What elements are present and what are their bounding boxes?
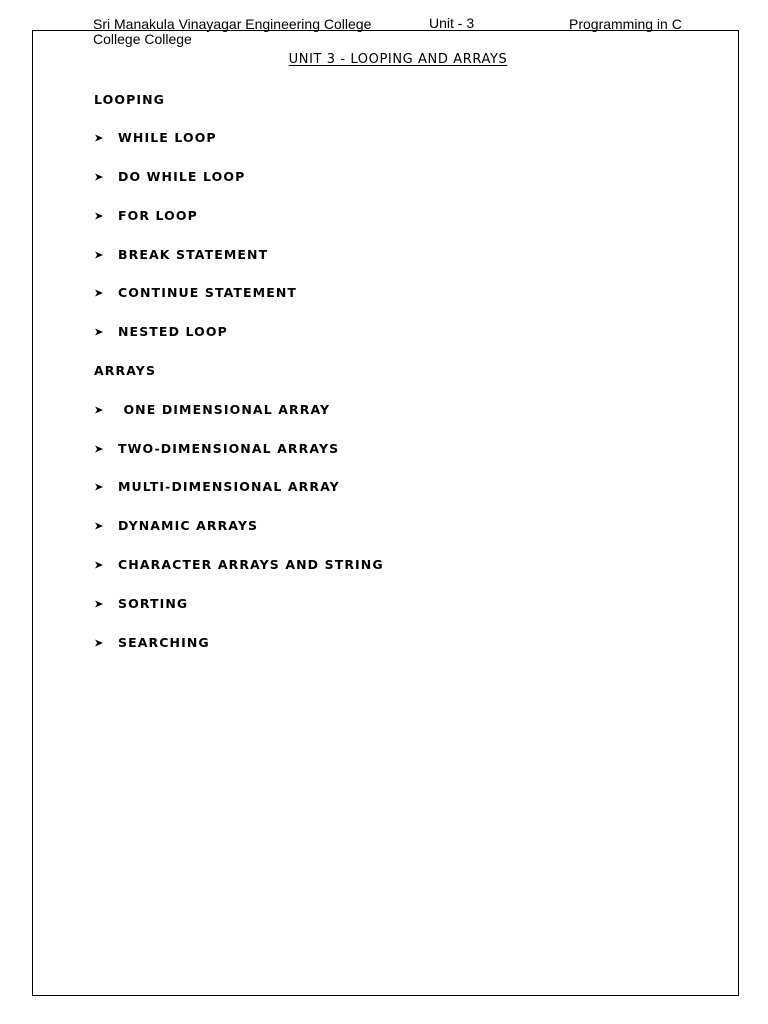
arrowhead-icon (94, 599, 104, 609)
topic-label: FOR LOOP (118, 208, 198, 223)
list-item (94, 557, 384, 572)
header-college-name: Sri Manakula Vinayagar Engineering College (93, 16, 372, 32)
topic-label: WHILE LOOP (118, 130, 217, 145)
topic-label: SEARCHING (118, 635, 210, 650)
topic-label: CHARACTER ARRAYS AND STRING (118, 557, 384, 572)
list-item (94, 635, 210, 650)
list-item (94, 479, 340, 494)
header-subject-name: Programming in C (569, 16, 682, 32)
header-overflow-text: College College (93, 31, 192, 47)
arrowhead-icon (94, 211, 104, 221)
topic-label: NESTED LOOP (118, 324, 228, 339)
list-item (94, 285, 297, 300)
list-item (94, 130, 217, 145)
arrowhead-icon (94, 133, 104, 143)
list-item (94, 596, 188, 611)
arrowhead-icon (94, 482, 104, 492)
list-item (94, 402, 330, 417)
list-item (94, 518, 258, 533)
list-item (94, 324, 228, 339)
list-item (94, 247, 268, 262)
arrowhead-icon (94, 288, 104, 298)
topic-label: TWO-DIMENSIONAL ARRAYS (118, 441, 340, 456)
topic-label: BREAK STATEMENT (118, 247, 269, 262)
list-item (94, 441, 339, 456)
list-item (94, 208, 198, 223)
section-heading-looping: LOOPING (94, 92, 166, 107)
arrowhead-icon (94, 638, 104, 648)
topic-label: ONE DIMENSIONAL ARRAY (118, 402, 331, 417)
arrowhead-icon (94, 327, 104, 337)
arrowhead-icon (94, 444, 104, 454)
arrowhead-icon (94, 560, 104, 570)
list-item (94, 169, 245, 184)
arrowhead-icon (94, 250, 104, 260)
topic-label: MULTI-DIMENSIONAL ARRAY (118, 479, 340, 494)
document-title: UNIT 3 - LOOPING AND ARRAYS (288, 52, 508, 67)
topic-label: CONTINUE STATEMENT (118, 285, 298, 300)
arrowhead-icon (94, 405, 104, 415)
topic-label: SORTING (118, 596, 189, 611)
topic-label: DYNAMIC ARRAYS (118, 518, 259, 533)
section-heading-arrays: ARRAYS (94, 363, 157, 378)
arrowhead-icon (94, 172, 104, 182)
topic-label: DO WHILE LOOP (118, 169, 246, 184)
header-unit-label: Unit - 3 (429, 15, 475, 31)
arrowhead-icon (94, 521, 104, 531)
